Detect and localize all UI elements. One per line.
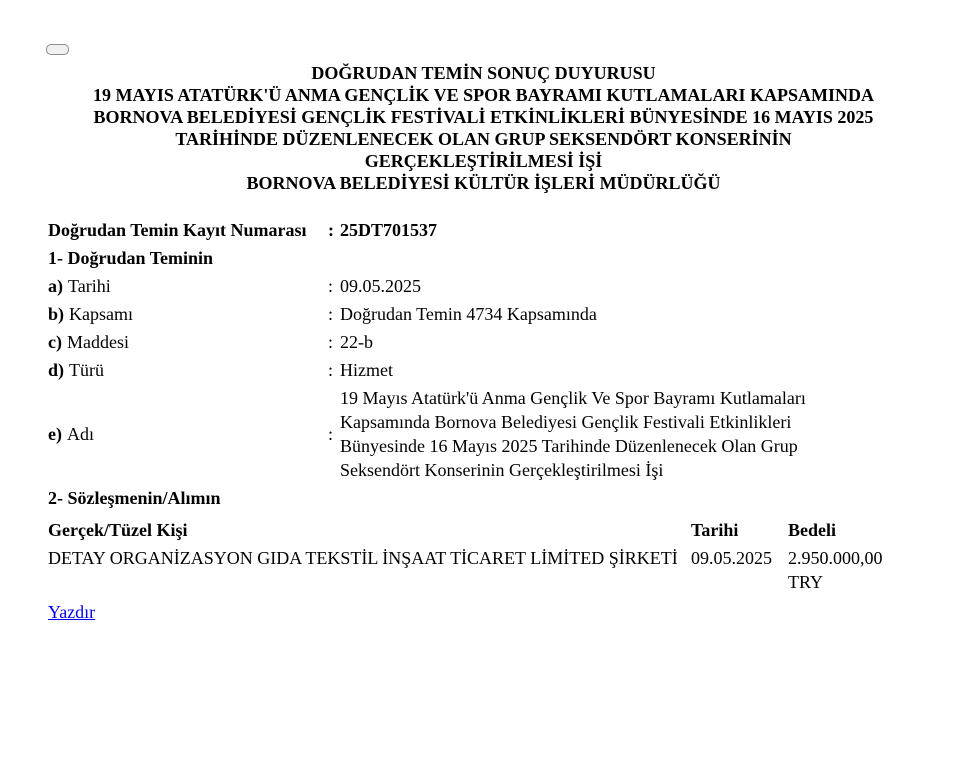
record-number-value: 25DT701537 bbox=[340, 220, 438, 240]
title-line-2: 19 MAYIS ATATÜRK'Ü ANMA GENÇLİK VE SPOR BAYRAMI KUTLAMALARI KAPSAMINDA bbox=[93, 85, 874, 105]
title-line-1: DOĞRUDAN TEMİN SONUÇ DUYURUSU bbox=[311, 63, 656, 83]
title-line-4: TARİHİNDE DÜZENLENECEK OLAN GRUP SEKSENDÖRT KONSERİNİN bbox=[175, 129, 792, 149]
entity-column-header: Gerçek/Tüzel Kişi bbox=[48, 520, 188, 540]
title-line-6: BORNOVA BELEDİYESİ KÜLTÜR İŞLERİ MÜDÜRLÜĞÜ bbox=[246, 173, 721, 193]
scope-value: Doğrudan Temin 4734 Kapsamında bbox=[340, 304, 597, 324]
item-label: Kapsamı bbox=[69, 304, 133, 324]
record-number-row bbox=[48, 216, 863, 244]
amount-cell: 2.950.000,00 TRY bbox=[788, 548, 883, 592]
title-line-5: GERÇEKLEŞTİRİLMESİ İŞİ bbox=[364, 151, 603, 171]
title-line-3: BORNOVA BELEDİYESİ GENÇLİK FESTİVALİ ETKİNLİKLERİ BÜNYESİNDE 16 MAYIS 2025 bbox=[93, 107, 874, 127]
name-value: 19 Mayıs Atatürk'ü Anma Gençlik Ve Spor Bayramı Kutlamaları Kapsamında Bornova Belediyesi Gençlik Festivali Etkinlikleri Bünyesinde 16 Mayıs 2025 Tarihinde Düzenlenecek Olan Grup Seksendört Konserinin Gerçekleştirilmesi İşi bbox=[340, 388, 806, 480]
item-label: Türü bbox=[69, 360, 105, 380]
item-prefix: d) bbox=[48, 360, 65, 380]
print-link[interactable]: Yazdır bbox=[48, 602, 96, 622]
type-label bbox=[48, 356, 328, 384]
detail-row-date bbox=[48, 272, 863, 300]
contract-header-row bbox=[48, 516, 910, 544]
amount-column-header: Bedeli bbox=[788, 520, 836, 540]
entity-cell: DETAY ORGANİZASYON GIDA TEKSTİL İNŞAAT TİCARET LİMİTED ŞİRKETİ bbox=[48, 548, 678, 568]
scope-label bbox=[48, 300, 328, 328]
item-label: Adı bbox=[66, 424, 94, 444]
colon-separator: : bbox=[328, 304, 334, 324]
record-number-label: Doğrudan Temin Kayıt Numarası bbox=[48, 220, 307, 240]
date-label bbox=[48, 272, 328, 300]
item-label: Maddesi bbox=[66, 332, 129, 352]
section1-heading: 1- Doğrudan Teminin bbox=[48, 248, 214, 268]
type-value: Hizmet bbox=[340, 360, 393, 380]
article-label bbox=[48, 328, 328, 356]
detail-row-name bbox=[48, 384, 863, 484]
article-value: 22-b bbox=[340, 332, 373, 352]
section2-heading: 2- Sözleşmenin/Alımın bbox=[48, 488, 221, 508]
item-prefix: a) bbox=[48, 276, 63, 296]
date-cell: 09.05.2025 bbox=[691, 548, 772, 568]
contract-table bbox=[48, 516, 910, 596]
date-value: 09.05.2025 bbox=[340, 276, 421, 296]
colon-separator: : bbox=[328, 424, 334, 444]
item-prefix: e) bbox=[48, 424, 62, 444]
item-label: Tarihi bbox=[68, 276, 111, 296]
item-prefix: c) bbox=[48, 332, 62, 352]
document-page bbox=[0, 44, 967, 761]
section1-heading-row bbox=[48, 244, 863, 272]
contract-data-row bbox=[48, 544, 910, 596]
details-table bbox=[48, 216, 863, 512]
colon-separator: : bbox=[328, 220, 334, 240]
document-title bbox=[48, 62, 919, 194]
colon-separator: : bbox=[328, 332, 334, 352]
name-label bbox=[48, 384, 328, 484]
date-column-header: Tarihi bbox=[691, 520, 739, 540]
colon-separator: : bbox=[328, 360, 334, 380]
detail-row-type bbox=[48, 356, 863, 384]
detail-row-article bbox=[48, 328, 863, 356]
section2-heading-row bbox=[48, 484, 863, 512]
detail-row-scope bbox=[48, 300, 863, 328]
item-prefix: b) bbox=[48, 304, 65, 324]
colon-separator: : bbox=[328, 276, 334, 296]
blank-toolbar-button[interactable] bbox=[46, 44, 69, 55]
